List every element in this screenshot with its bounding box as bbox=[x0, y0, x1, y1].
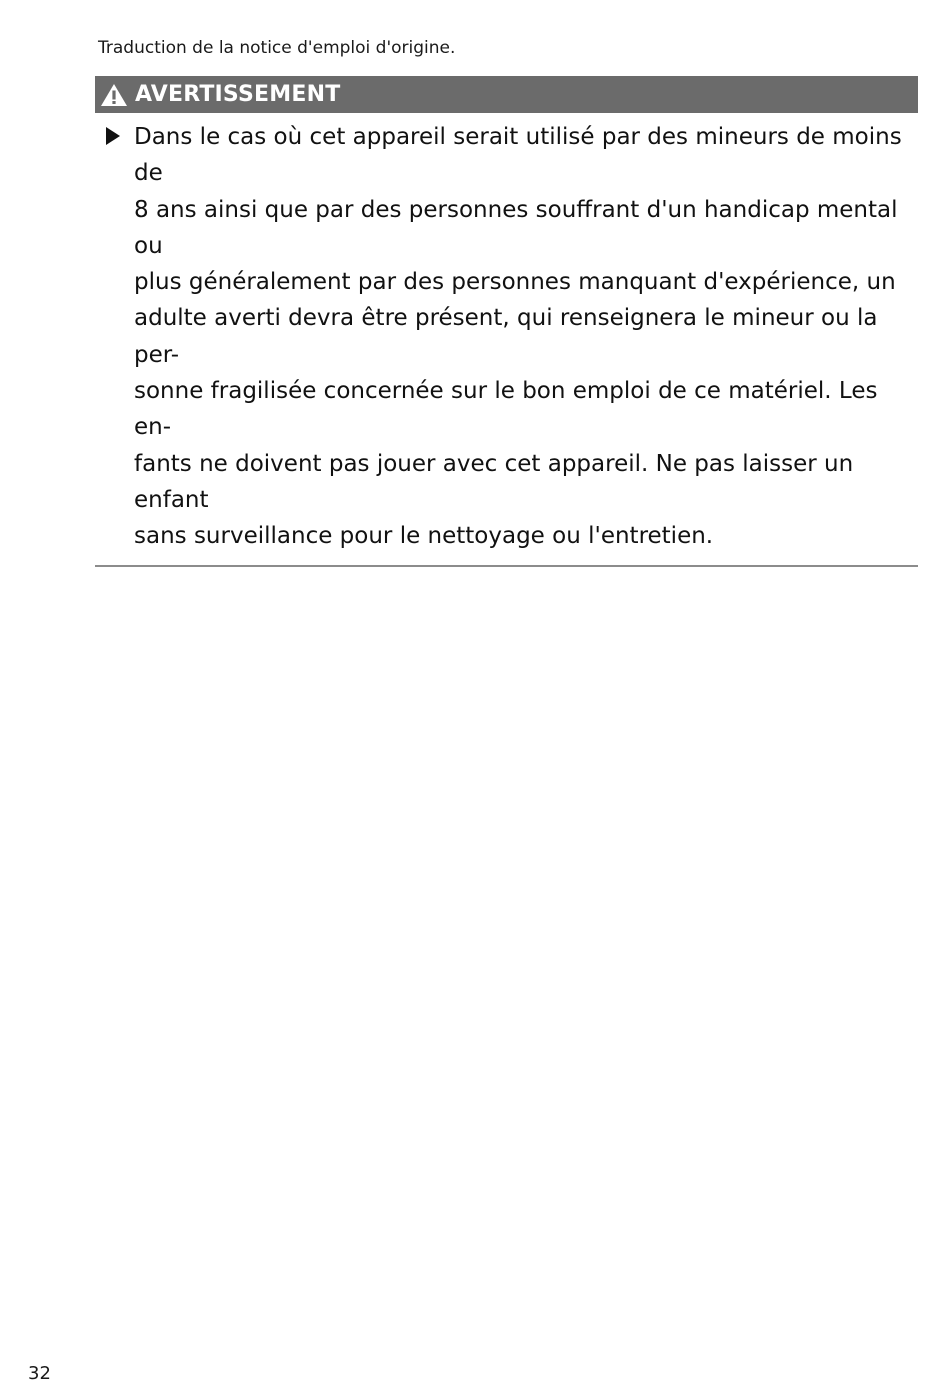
warning-box bbox=[95, 76, 918, 567]
warning-line-3: plus généralement par des personnes manquant d'expérience, un bbox=[134, 269, 896, 296]
warning-line-1: Dans le cas où cet appareil serait utilisé par des mineurs de moins de bbox=[134, 124, 902, 187]
page-number: 32 bbox=[28, 1363, 51, 1384]
warning-triangle-icon bbox=[100, 83, 128, 107]
header-note: Traduction de la notice d'emploi d'origine. bbox=[98, 38, 456, 58]
warning-body bbox=[95, 113, 918, 567]
warning-line-6: fants ne doivent pas jouer avec cet appareil. Ne pas laisser un enfant bbox=[134, 450, 854, 513]
warning-header-bar bbox=[95, 76, 918, 113]
warning-title: AVERTISSEMENT bbox=[135, 82, 341, 107]
warning-text bbox=[134, 119, 908, 555]
warning-line-2: 8 ans ainsi que par des personnes souffrant d'un handicap mental ou bbox=[134, 196, 898, 259]
triangle-right-icon bbox=[105, 126, 121, 146]
warning-line-4: adulte averti devra être présent, qui renseignera le mineur ou la per- bbox=[134, 305, 878, 368]
warning-line-5: sonne fragilisée concernée sur le bon emploi de ce matériel. Les en- bbox=[134, 378, 878, 441]
warning-line-7: sans surveillance pour le nettoyage ou l'entretien. bbox=[134, 523, 714, 550]
